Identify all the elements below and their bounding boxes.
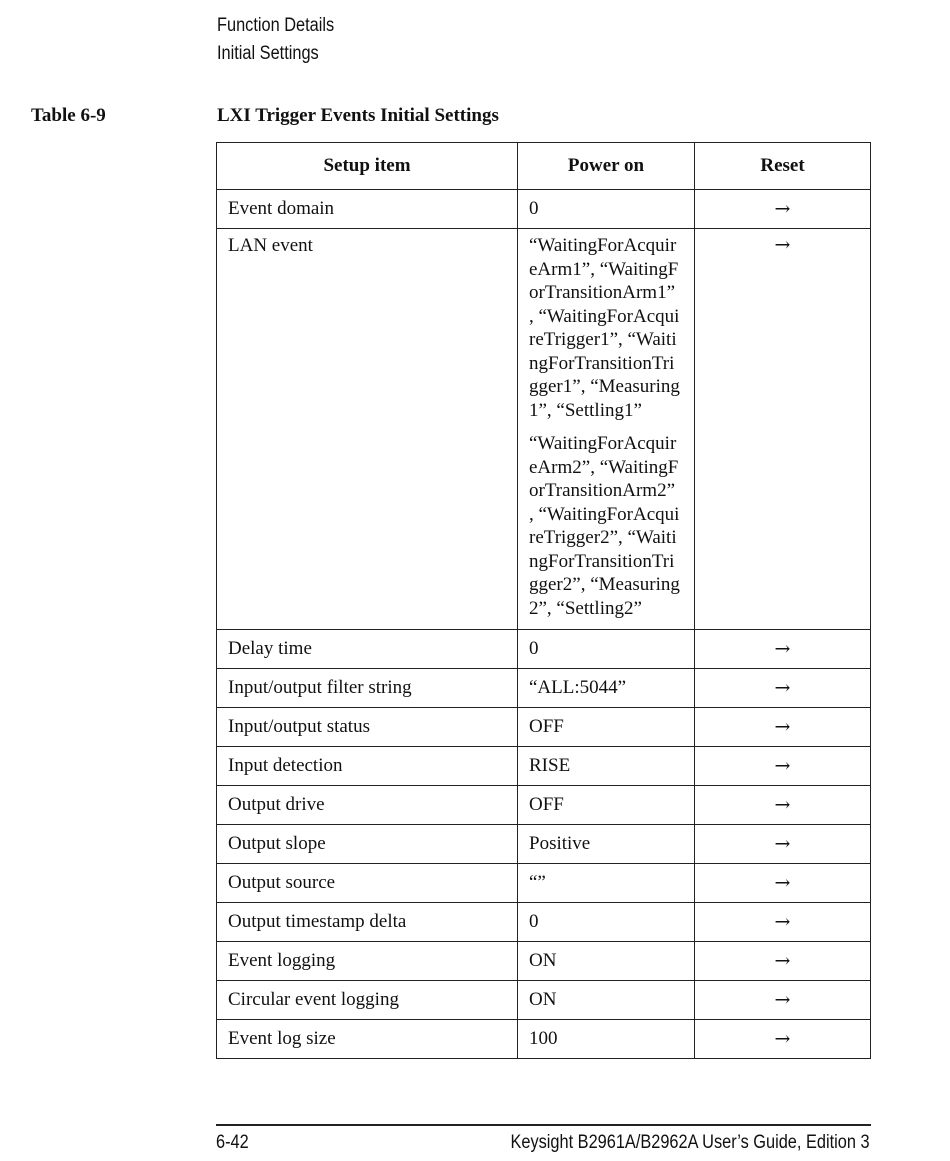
right-arrow-icon: → (774, 198, 791, 220)
right-arrow-icon: → (774, 677, 791, 699)
power-on-cell: “ALL:5044” (518, 669, 695, 708)
lxi-trigger-events-table (216, 142, 871, 1059)
table-row (217, 981, 871, 1020)
table-row (217, 708, 871, 747)
right-arrow-icon: → (774, 950, 791, 972)
power-on-cell: ON (518, 942, 695, 981)
reset-cell (695, 669, 871, 708)
setup-item-cell: Circular event logging (217, 981, 518, 1020)
column-header-setup-item: Setup item (217, 143, 518, 190)
power-on-cell: OFF (518, 786, 695, 825)
table-row (217, 190, 871, 229)
power-on-cell: ON (518, 981, 695, 1020)
lan-event-list-channel-1: “WaitingForAcquireArm1”, “WaitingForTransitionArm1” , “WaitingForAcquireTrigger1”, “WaitingForTransitionTrigger1”, “Measuring1”, “Settling1” (529, 235, 680, 421)
right-arrow-icon: → (774, 1028, 791, 1050)
table-row (217, 229, 871, 630)
setup-item-cell: Event logging (217, 942, 518, 981)
reset-cell (695, 864, 871, 903)
table-row (217, 786, 871, 825)
reset-cell (695, 630, 871, 669)
column-header-power-on: Power on (518, 143, 695, 190)
power-on-cell: 100 (518, 1020, 695, 1059)
table-row (217, 669, 871, 708)
column-header-reset: Reset (695, 143, 871, 190)
right-arrow-icon: → (774, 794, 791, 816)
setup-item-cell: Output source (217, 864, 518, 903)
table-row (217, 747, 871, 786)
right-arrow-icon: → (774, 833, 791, 855)
table-row (217, 630, 871, 669)
power-on-cell (518, 229, 695, 630)
table-title: LXI Trigger Events Initial Settings (217, 105, 499, 126)
setup-item-cell: Input detection (217, 747, 518, 786)
reset-cell (695, 825, 871, 864)
right-arrow-icon: → (774, 638, 791, 660)
reset-cell (695, 981, 871, 1020)
setup-item-cell: Output timestamp delta (217, 903, 518, 942)
setup-item-cell: Event log size (217, 1020, 518, 1059)
reset-cell (695, 747, 871, 786)
reset-cell (695, 229, 871, 630)
table-row (217, 825, 871, 864)
power-on-cell: OFF (518, 708, 695, 747)
reset-cell (695, 903, 871, 942)
lan-event-list-channel-2: “WaitingForAcquireArm2”, “WaitingForTransitionArm2” , “WaitingForAcquireTrigger2”, “WaitingForTransitionTrigger2”, “Measuring2”, “Settling2” (529, 433, 680, 619)
reset-cell (695, 708, 871, 747)
right-arrow-icon: → (774, 755, 791, 777)
table-header-row (217, 143, 871, 190)
power-on-cell: 0 (518, 630, 695, 669)
book-title: Keysight B2961A/B2962A User’s Guide, Edition 3 (510, 1132, 870, 1153)
table-row (217, 864, 871, 903)
power-on-cell: 0 (518, 190, 695, 229)
running-header (217, 12, 334, 68)
reset-cell (695, 1020, 871, 1059)
footer-divider (216, 1124, 871, 1126)
right-arrow-icon: → (774, 234, 791, 256)
table-row (217, 942, 871, 981)
right-arrow-icon: → (774, 989, 791, 1011)
table-row (217, 1020, 871, 1059)
setup-item-cell: Output drive (217, 786, 518, 825)
right-arrow-icon: → (774, 716, 791, 738)
setup-item-cell: Input/output status (217, 708, 518, 747)
reset-cell (695, 786, 871, 825)
setup-item-cell: Output slope (217, 825, 518, 864)
header-subsection-title: Initial Settings (217, 43, 319, 64)
reset-cell (695, 942, 871, 981)
power-on-cell: 0 (518, 903, 695, 942)
setup-item-cell: Input/output filter string (217, 669, 518, 708)
table-number: Table 6-9 (31, 105, 106, 126)
setup-item-cell: LAN event (217, 229, 518, 630)
reset-cell (695, 190, 871, 229)
header-section-title: Function Details (217, 15, 335, 36)
power-on-cell: “” (518, 864, 695, 903)
table-row (217, 903, 871, 942)
power-on-cell: Positive (518, 825, 695, 864)
page-number: 6-42 (216, 1132, 249, 1153)
right-arrow-icon: → (774, 872, 791, 894)
power-on-cell: RISE (518, 747, 695, 786)
setup-item-cell: Event domain (217, 190, 518, 229)
setup-item-cell: Delay time (217, 630, 518, 669)
right-arrow-icon: → (774, 911, 791, 933)
